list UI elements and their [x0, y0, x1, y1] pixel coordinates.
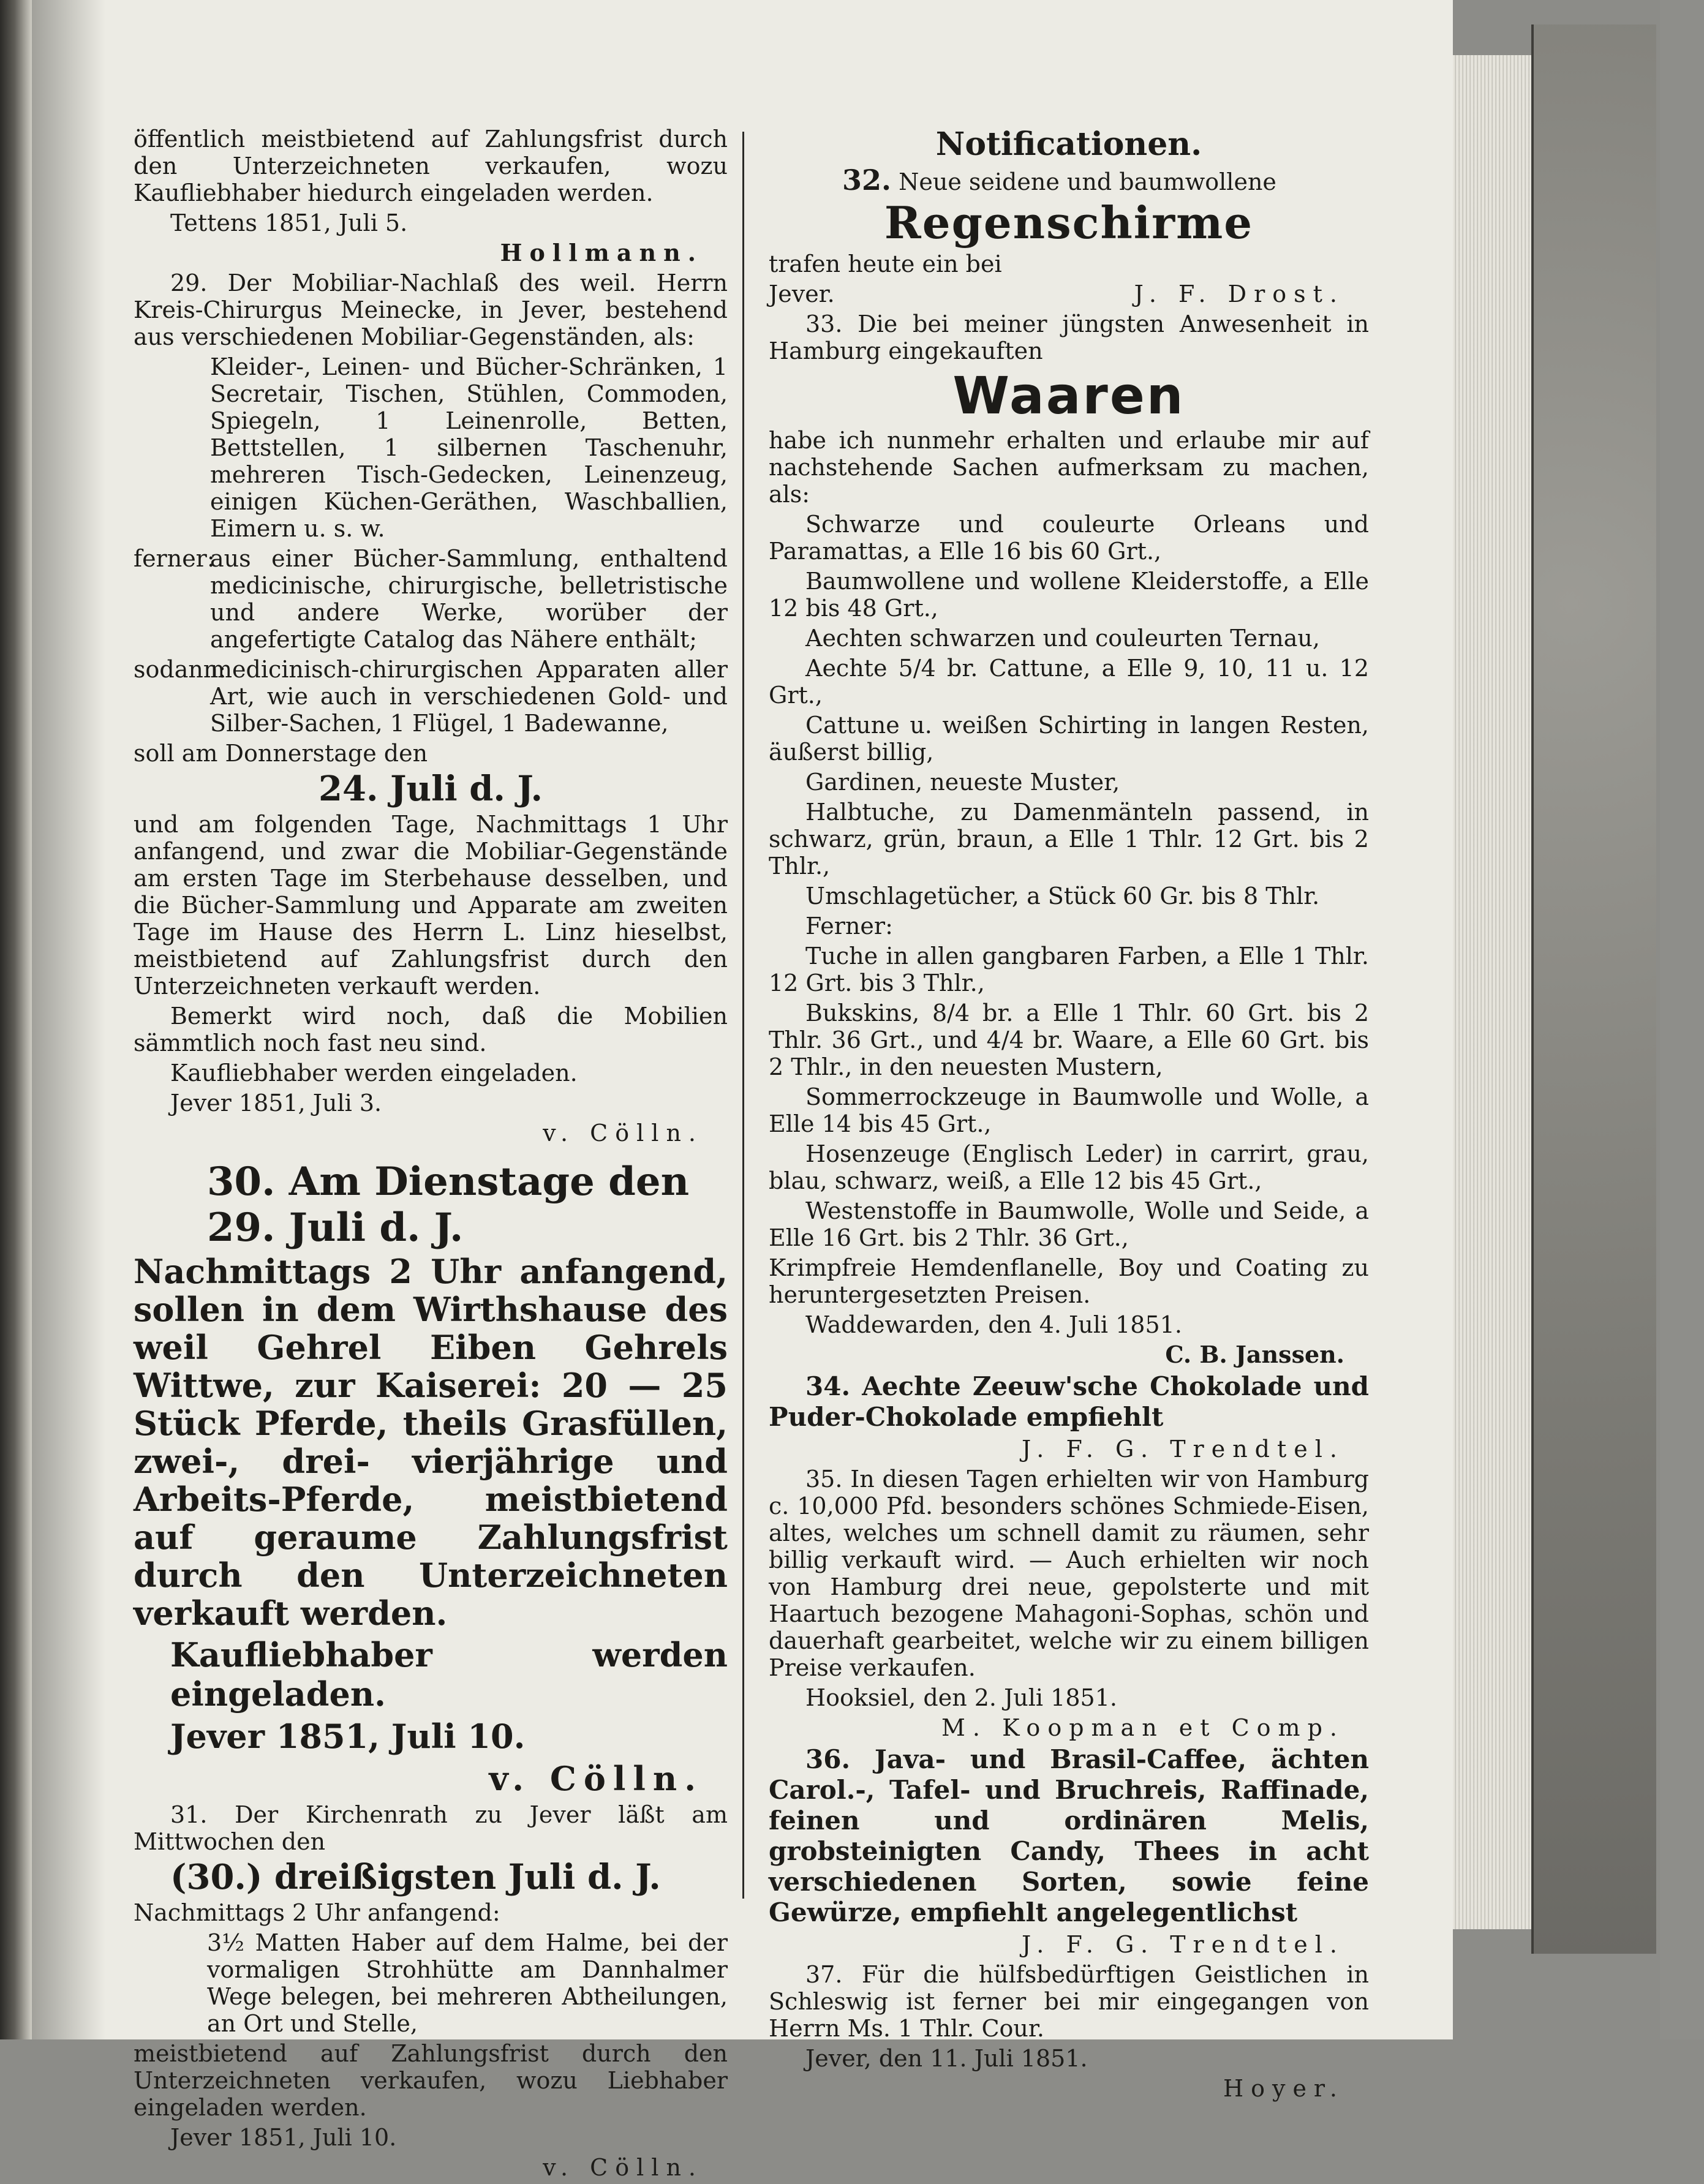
notice-35-dateline: Hooksiel, den 2. Juli 1851.	[805, 1684, 1117, 1711]
notice-31-body: meistbietend auf Zahlungsfrist durch den Unterzeichneten verkaufen, wozu Liebhaber eingeladen werden.	[134, 2040, 728, 2121]
notice-30-head: 30. Am Dienstage den	[207, 1159, 690, 1205]
scan-margin	[1660, 0, 1704, 2039]
notice-30-dateline: Jever 1851, Juli 10.	[170, 1717, 526, 1756]
list-item: Sommerrockzeuge in Baumwolle und Wolle, a Elle 14 bis 45 Grt.,	[769, 1083, 1369, 1137]
notice-29-soll: soll am Donnerstage den	[134, 740, 428, 767]
notice-37-dateline: Jever, den 11. Juli 1851.	[805, 2045, 1088, 2072]
notice-31-date-headline: (30.) dreißigsten Juli d. J.	[170, 1857, 661, 1897]
ferner-label: ferner:	[134, 545, 215, 572]
section-heading: Notificationen.	[935, 126, 1202, 163]
notice-33-signature: C. B. Janssen.	[1165, 1341, 1344, 1368]
list-item: Krimpfreie Hemdenflanelle, Boy und Coating zu heruntergesetzten Preisen.	[769, 1254, 1369, 1308]
notice-37-signature: Hoyer.	[1223, 2075, 1344, 2102]
notice-31-item: 3½ Matten Haber auf dem Halme, bei der vormaligen Strohhütte am Dannhalmer Wege belegen, bei mehreren Abtheilungen, an Ort und Stelle,	[207, 1929, 728, 2037]
notice-29-note: Bemerkt wird noch, daß die Mobilien sämmtlich noch fast neu sind.	[134, 1003, 728, 1056]
notice-35-signature: M. Koopman et Comp.	[941, 1714, 1344, 1741]
notice-31-intro: 31. Der Kirchenrath zu Jever läßt am Mittwochen den	[134, 1801, 728, 1855]
list-item: Aechten schwarzen und couleurten Ternau,	[805, 625, 1320, 652]
notice-32-subtitle: Neue seidene und baumwollene	[899, 168, 1276, 195]
notice-28-signature: Hollmann.	[500, 239, 703, 266]
list-item: Bukskins, 8/4 br. a Elle 1 Thlr. 60 Grt. bis 2 Thlr. 36 Grt., und 4/4 br. Waare, a Elle 60 Grt. bis 2 Thlr., in den neuesten Mustern,	[769, 1000, 1369, 1080]
notice-28-text: öffentlich meistbietend auf Zahlungsfrist durch den Unterzeichneten verkaufen, wozu Kaufliebhaber hiedurch eingeladen werden.	[134, 126, 728, 206]
notice-32-signature: J. F. Drost.	[1134, 281, 1344, 307]
notice-35-text: 35. In diesen Tagen erhielten wir von Hamburg c. 10,000 Pfd. besonders schönes Schmiede-Eisen, altes, welches um schnell damit zu räumen, sehr billig verkauft wird. — Auch erhielten wir noch von Hamburg drei neue, gepolsterte und mit Haartuch bezogene Mahagoni-Sophas, schön und dauerhaft gearbeitet, welche wir zu einem billigen Preise verkaufen.	[769, 1466, 1369, 1681]
list-item: Baumwollene und wollene Kleiderstoffe, a Elle 12 bis 48 Grt.,	[769, 568, 1369, 622]
sodann-text: medicinisch-chirurgischen Apparaten aller Art, wie auch in verschiedenen Gold- und Silber-Sachen, 1 Flügel, 1 Badewanne,	[210, 656, 728, 737]
notice-29-ferner	[134, 545, 728, 653]
list-item: Gardinen, neueste Muster,	[805, 769, 1120, 796]
list-item: Tuche in allen gangbaren Farben, a Elle 1 Thlr. 12 Grt. bis 3 Thlr.,	[769, 943, 1369, 996]
left-column	[134, 126, 728, 2184]
notice-29-kauf: Kaufliebhaber werden eingeladen.	[170, 1060, 578, 1086]
notice-36-signature: J. F. G. Trendtel.	[1022, 1931, 1344, 1958]
notice-29-intro: 29. Der Mobiliar-Nachlaß des weil. Herrn Kreis-Chirurgus Meinecke, in Jever, bestehend aus verschiedenen Mobiliar-Gegenständen, als:	[134, 269, 728, 350]
list-item: Schwarze und couleurte Orleans und Paramattas, a Elle 16 bis 60 Grt.,	[769, 511, 1369, 565]
book-spine-edge	[0, 0, 32, 2039]
notice-32-text: trafen heute ein bei	[769, 250, 1002, 277]
notice-28-date: Tettens 1851, Juli 5.	[170, 209, 408, 236]
notice-32-number: 32.	[842, 164, 892, 197]
notice-29-signature: v. Cölln.	[543, 1120, 703, 1147]
sodann-label: sodann:	[134, 656, 227, 683]
notice-30-kauf: Kaufliebhaber werden eingeladen.	[170, 1635, 728, 1714]
notice-30-date: 29. Juli d. J.	[207, 1205, 464, 1251]
notice-33-text: habe ich nunmehr erhalten und erlaube mir auf nachstehende Sachen aufmerksam zu machen, als:	[769, 427, 1369, 508]
notice-36-text: 36. Java- und Brasil-Caffee, ächten Carol.-, Tafel- und Bruchreis, Raffinade, feinen und ordinären Melis, grobsteinigten Candy, Thees in acht verschiedenen Sorten, sowie feine Gewürze, empfiehlt angelegentlichst	[769, 1744, 1369, 1927]
list-item: Halbtuche, zu Damenmänteln passend, in schwarz, grün, braun, a Elle 1 Thlr. 12 Grt. bis 2 Thlr.,	[769, 799, 1369, 879]
list-item: Ferner:	[805, 913, 893, 939]
notice-33-intro: 33. Die bei meiner jüngsten Anwesenheit in Hamburg eingekauften	[769, 311, 1369, 364]
notice-29-list: Kleider-, Leinen- und Bücher-Schränken, 1 Secretair, Tischen, Stühlen, Commoden, Spiegeln, 1 Leinenrolle, Betten, Bettstellen, 1 silbernen Taschenuhr, mehreren Tisch-Gedecken, Leinenzeug, einigen Küchen-Geräthen, Waschballien, Eimern u. s. w.	[210, 353, 728, 542]
notice-34-text: 34. Aechte Zeeuw'sche Chokolade und Puder-Chokolade empfiehlt	[769, 1371, 1369, 1432]
notice-33-item-list	[769, 511, 1369, 1308]
notice-29-body: und am folgenden Tage, Nachmittags 1 Uhr anfangend, und zwar die Mobiliar-Gegenstände am ersten Tage im Sterbehause desselben, und die Bücher-Sammlung und Apparate am zweiten Tage im Hause des Herrn L. Linz hieselbst, meistbietend auf Zahlungsfrist durch den Unterzeichneten verkauft werden.	[134, 811, 728, 1000]
notice-29-sodann	[134, 656, 728, 737]
list-item: Hosenzeuge (Englisch Leder) in carrirt, grau, blau, schwarz, weiß, a Elle 12 bis 45 Grt.,	[769, 1140, 1369, 1194]
right-column	[769, 126, 1369, 2105]
notice-31-signature: v. Cölln.	[543, 2154, 703, 2181]
notice-31-dateline: Jever 1851, Juli 10.	[170, 2124, 397, 2151]
list-item: Umschlagetücher, a Stück 60 Gr. bis 8 Thlr.	[805, 883, 1320, 909]
notice-32-display: Regenschirme	[884, 197, 1254, 249]
list-item: Cattune u. weißen Schirting in langen Resten, äußerst billig,	[769, 712, 1369, 766]
book-cover	[1531, 24, 1656, 1954]
list-item: Aechte 5/4 br. Cattune, a Elle 9, 10, 11 u. 12 Grt.,	[769, 655, 1369, 709]
page-gutter-shadow	[32, 0, 105, 2039]
column-divider	[742, 132, 744, 1899]
notice-33-dateline: Waddewarden, den 4. Juli 1851.	[805, 1311, 1182, 1338]
page-stack-edge	[1453, 55, 1539, 1929]
list-item: Westenstoffe in Baumwolle, Wolle und Seide, a Elle 16 Grt. bis 2 Thlr. 36 Grt.,	[769, 1197, 1369, 1251]
notice-34-signature: J. F. G. Trendtel.	[1022, 1436, 1344, 1463]
notice-32-line	[769, 164, 1369, 197]
notice-30-body: Nachmittags 2 Uhr anfangend, sollen in dem Wirthshause des weil Gehrel Eiben Gehrels Wittwe, zur Kaiserei: 20 — 25 Stück Pferde, theils Grasfüllen, zwei-, drei- vierjährige und Arbeits-Pferde, meistbietend auf geraume Zahlungsfrist durch den Unterzeichneten verkauft werden.	[134, 1252, 728, 1633]
notice-33-display: Waaren	[952, 366, 1185, 426]
notice-32-footer	[769, 281, 1369, 307]
notice-31-time: Nachmittags 2 Uhr anfangend:	[134, 1899, 500, 1926]
notice-30-signature: v. Cölln.	[489, 1759, 703, 1798]
notice-29-date-headline: 24. Juli d. J.	[319, 769, 543, 809]
notice-37-text: 37. Für die hülfsbedürftigen Geistlichen in Schleswig ist ferner bei mir eingegangen von Herrn Ms. 1 Thlr. Cour.	[769, 1961, 1369, 2042]
notice-32-place: Jever.	[769, 281, 835, 307]
notice-29-dateline: Jever 1851, Juli 3.	[170, 1090, 382, 1116]
ferner-text: aus einer Bücher-Sammlung, enthaltend medicinische, chirurgische, belletristische und andere Werke, worüber der angefertigte Catalog das Nähere enthält;	[210, 545, 728, 653]
